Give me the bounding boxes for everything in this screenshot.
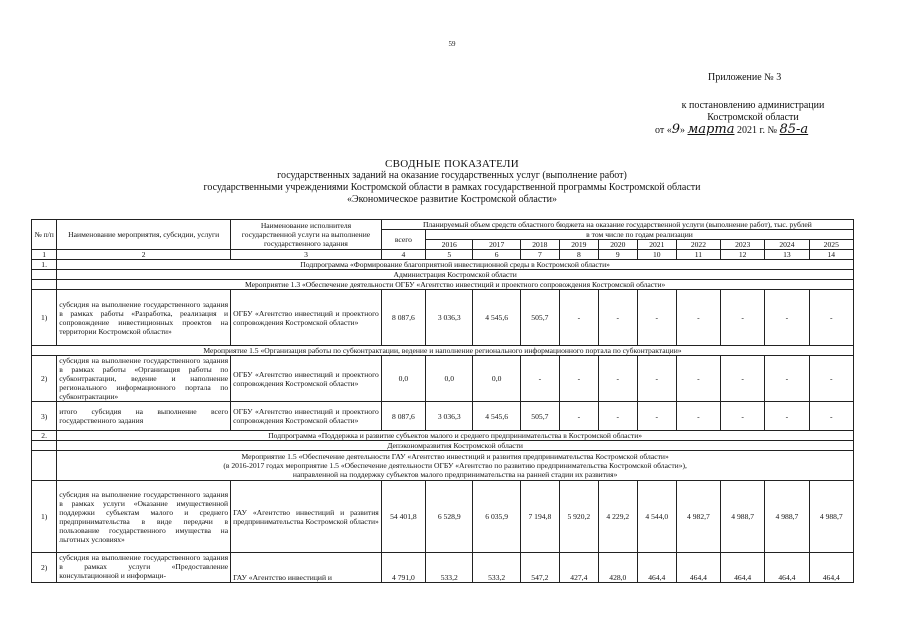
table-row — [32, 402, 854, 431]
col-number: 7 — [520, 250, 559, 260]
row-number: 2) — [32, 356, 57, 402]
row-name: субсидия на выполнение государственного задания в рамках работы «Разработка, реализация и сопровождение инвестиционных проектов на территории Костромской области» — [57, 290, 231, 346]
year-header: 2021 — [637, 240, 676, 250]
col-number: 11 — [676, 250, 720, 260]
section-number: 1. — [32, 260, 57, 270]
value-cell: - — [676, 402, 720, 431]
value-cell: 4 982,7 — [676, 481, 720, 553]
header-total: всего — [381, 230, 425, 250]
row-number: 1) — [32, 290, 57, 346]
header-num: № п/п — [32, 220, 57, 250]
handwritten-month: марта — [687, 122, 735, 137]
measure-title — [57, 451, 854, 481]
value-cell: 464,4 — [676, 553, 720, 583]
resolution-line1: к постановлению администрации — [681, 100, 825, 111]
value-cell: 533,2 — [473, 553, 520, 583]
year-header: 2024 — [765, 240, 809, 250]
measure-title: Мероприятие 1.3 «Обеспечение деятельности ОГБУ «Агентство инвестиций и проектного сопровождения Костромской области» — [57, 280, 854, 290]
value-cell: - — [637, 290, 676, 346]
value-cell: - — [559, 402, 598, 431]
value-cell: 0,0 — [381, 356, 425, 402]
row-name: итого субсидия на выполнение всего государственного задания — [57, 402, 231, 431]
title-line3: государственными учреждениями Костромской области в рамках государственной программы Костромской области — [203, 182, 701, 193]
value-cell: - — [721, 402, 765, 431]
column-number-row — [32, 250, 854, 260]
year-header: 2023 — [721, 240, 765, 250]
year-header: 2018 — [520, 240, 559, 250]
row-number: 2) — [32, 553, 57, 583]
date-prefix: от « — [655, 125, 672, 136]
value-cell: 4 229,2 — [598, 481, 637, 553]
value-cell: 533,2 — [426, 553, 473, 583]
header-name: Наименование мероприятия, субсидии, услуги — [57, 220, 231, 250]
header-executor: Наименование исполнителя государственной услуги на выполнение государственного задания — [231, 220, 382, 250]
col-number: 1 — [32, 250, 57, 260]
value-cell: - — [809, 356, 853, 402]
section-row — [32, 431, 854, 441]
value-cell: - — [598, 290, 637, 346]
value-cell: 4 791,0 — [381, 553, 425, 583]
value-cell: 464,4 — [637, 553, 676, 583]
section-title: Подпрограмма «Формирование благоприятной инвестиционной среды в Костромской области» — [57, 260, 854, 270]
value-cell: - — [598, 356, 637, 402]
year-header: 2020 — [598, 240, 637, 250]
row-name: субсидия на выполнение государственного задания в рамках работы «Организация работы по субконтрактации, ведение и наполнение регионального информационного портала по субконтрактации» — [57, 356, 231, 402]
value-cell: 5 920,2 — [559, 481, 598, 553]
header-plan: Планируемый объем средств областного бюджета на оказание государственной услуги (выполнение работ), тыс. рублей — [381, 220, 853, 230]
measure-title: Мероприятие 1.5 «Организация работы по субконтрактации, ведение и наполнение регионального информационного портала по субконтрактации» — [32, 346, 854, 356]
title-line4: «Экономическое развитие Костромской области» — [346, 194, 558, 205]
row-number: 3) — [32, 402, 57, 431]
measure-title-line2: (в 2016-2017 годах мероприятие 1.5 «Обеспечение деятельности ОГБУ «Агентство по развитию предпринимательства Костромской области»), — [223, 461, 687, 470]
value-cell: 3 036,3 — [426, 290, 473, 346]
measure-title-line1: Мероприятие 1.5 «Обеспечение деятельности ГАУ «Агентство инвестиций и развития предпринимательства Костромской области» — [241, 452, 669, 461]
section-row — [32, 260, 854, 270]
value-cell: 8 087,6 — [381, 290, 425, 346]
row-executor: ОГБУ «Агентство инвестиций и проектного сопровождения Костромской области» — [231, 356, 382, 402]
value-cell: - — [765, 290, 809, 346]
col-number: 8 — [559, 250, 598, 260]
col-number: 5 — [426, 250, 473, 260]
value-cell: 0,0 — [473, 356, 520, 402]
handwritten-day: 9 — [671, 122, 681, 137]
year-header: 2019 — [559, 240, 598, 250]
resolution-date — [655, 122, 808, 137]
col-number: 2 — [57, 250, 231, 260]
value-cell: 4 988,7 — [721, 481, 765, 553]
value-cell: 464,4 — [721, 553, 765, 583]
year-header: 2022 — [676, 240, 720, 250]
value-cell: - — [637, 356, 676, 402]
col-number: 9 — [598, 250, 637, 260]
value-cell: - — [809, 290, 853, 346]
value-cell: - — [721, 356, 765, 402]
value-cell: - — [637, 402, 676, 431]
value-cell: 4 545,6 — [473, 290, 520, 346]
value-cell: - — [676, 290, 720, 346]
responsible-executor: Администрация Костромской области — [57, 270, 854, 280]
value-cell: - — [598, 402, 637, 431]
table-row — [32, 290, 854, 346]
year-header: 2016 — [426, 240, 473, 250]
value-cell: 3 036,3 — [426, 402, 473, 431]
value-cell: 54 401,8 — [381, 481, 425, 553]
col-number: 13 — [765, 250, 809, 260]
value-cell: - — [721, 290, 765, 346]
value-cell: 4 988,7 — [809, 481, 853, 553]
col-number: 14 — [809, 250, 853, 260]
header-years-label: в том числе по годам реализации — [426, 230, 854, 240]
value-cell: 464,4 — [809, 553, 853, 583]
row-executor: ГАУ «Агентство инвестиций и развития предпринимательства Костромской области» — [231, 481, 382, 553]
document-title — [0, 158, 904, 206]
value-cell: - — [676, 356, 720, 402]
table-row — [32, 481, 854, 553]
value-cell: 6 035,9 — [473, 481, 520, 553]
responsible-executor: Депэкономразвития Костромской области — [57, 441, 854, 451]
title-line2: государственных заданий на оказание государственных услуг (выполнение работ) — [277, 170, 627, 181]
row-executor: ОГБУ «Агентство инвестиций и проектного сопровождения Костромской области» — [231, 290, 382, 346]
value-cell: - — [559, 290, 598, 346]
measure-title-line3: направленной на поддержку субъектов малого предпринимательства на ранней стадии их развития» — [292, 470, 618, 479]
value-cell: 464,4 — [765, 553, 809, 583]
value-cell: 7 194,8 — [520, 481, 559, 553]
title-line1: СВОДНЫЕ ПОКАЗАТЕЛИ — [384, 158, 520, 170]
value-cell: 505,7 — [520, 402, 559, 431]
value-cell: - — [809, 402, 853, 431]
table-row — [32, 356, 854, 402]
value-cell: 0,0 — [426, 356, 473, 402]
value-cell: - — [559, 356, 598, 402]
col-number: 3 — [231, 250, 382, 260]
row-name: субсидия на выполнение государственного задания в рамках услуги «Предоставление консультационной и информаци- — [57, 553, 231, 583]
value-cell: - — [765, 356, 809, 402]
value-cell: 4 545,6 — [473, 402, 520, 431]
value-cell: - — [765, 402, 809, 431]
year-header: 2025 — [809, 240, 853, 250]
col-number: 10 — [637, 250, 676, 260]
row-executor: ГАУ «Агентство инвестиций и — [231, 553, 382, 583]
col-number: 12 — [721, 250, 765, 260]
value-cell: 428,0 — [598, 553, 637, 583]
appendix-label: Приложение № 3 — [708, 72, 782, 83]
row-number: 1) — [32, 481, 57, 553]
row-name: субсидия на выполнение государственного задания в рамках услуги «Оказание имущественной поддержки субъектам малого и среднего предпринимательства в виде передачи в пользование государственного имущества на льготных условиях» — [57, 481, 231, 553]
value-cell: 4 988,7 — [765, 481, 809, 553]
resolution-line2: Костромской области — [707, 112, 799, 123]
value-cell: 8 087,6 — [381, 402, 425, 431]
table-row — [32, 553, 854, 583]
value-cell: 4 544,0 — [637, 481, 676, 553]
resolution-ref — [668, 100, 838, 124]
section-number: 2. — [32, 431, 57, 441]
col-number: 4 — [381, 250, 425, 260]
year-header: 2017 — [473, 240, 520, 250]
value-cell: 6 528,9 — [426, 481, 473, 553]
value-cell: 427,4 — [559, 553, 598, 583]
date-mid: » — [680, 125, 686, 136]
date-year: 2021 г. № — [736, 125, 777, 136]
page-number: 59 — [448, 40, 456, 48]
col-number: 6 — [473, 250, 520, 260]
section-title: Подпрограмма «Поддержка и развитие субъектов малого и среднего предпринимательства в Костромской области» — [57, 431, 854, 441]
value-cell: - — [520, 356, 559, 402]
handwritten-number: 85-а — [779, 122, 809, 137]
value-cell: 547,2 — [520, 553, 559, 583]
row-executor: ОГБУ «Агентство инвестиций и проектного сопровождения Костромской области» — [231, 402, 382, 431]
value-cell: 505,7 — [520, 290, 559, 346]
indicators-table — [31, 219, 854, 583]
